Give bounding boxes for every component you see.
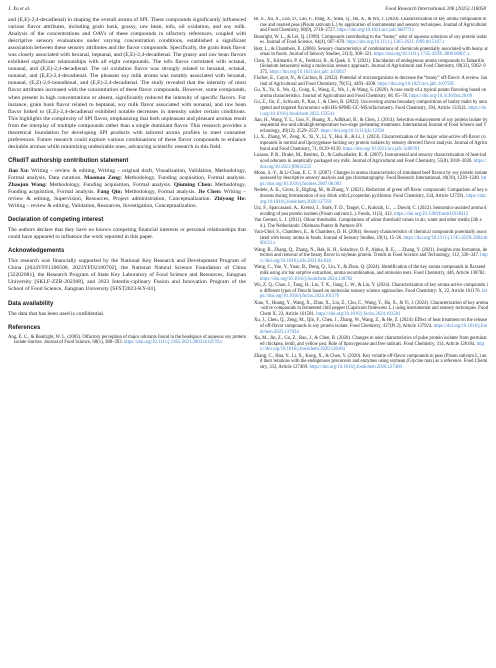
credit-author-name: Qiuming Chen: [173, 181, 213, 188]
reference-doi-link[interactable]: https://doi.org/10.1016/j.fochx.2024.101581 [316, 312, 401, 317]
reference-doi-link[interactable]: https://doi.org/10.1016/j.foodchem.2022.133541 [260, 105, 487, 117]
reference-item [254, 17, 488, 34]
acknowledgements-text: This research was financially supported by the National Key Research and Development Program of China [2024YFF1106500, 2023YFD2100702], the National Natural Science Foundation of China [32202081], the Research Program of State Key Laboratory of Food Science and Resources, Jiangnan University [SKLF-ZZB-202308], and 2023 Interdis-ciplinary Fusion and Innovation Program of the School of Food Science, Jiangnan University [SFST2023-KY-04]. [8, 258, 246, 293]
reference-item [254, 59, 488, 76]
reference-text: Li, X., Zhang, W., Zeng, X., Xi, Y., Li, Y., Hui, B., & Li, J. (2023). Characterization of the major odor-active off-flavor compounds in normal and lipoxygenase-lacking soy protein isolates by sensory directed flavor analysis. Journal of Agricultural and Food Chemistry, 71, 8129–8139. [254, 135, 488, 152]
reference-text: Boatright, W. L., & Lei, Q. (1999). Compounds contributing to the “beany” odor of aqueous solutions of soy protein isolates. Journal of Food Science, 64(4), 667–670. [254, 34, 487, 46]
reference-text: Gu, Z., Jin, Z., Schwarz, P., Rao, J., & Chen, B. (2022). Uncovering aroma boundary compositions of barley malts by untargeted and targeted flavoromics with HS-SPME-GC-MS/olfactometry. Food Chemistry, 394, Article 133541. [254, 100, 487, 111]
header-journal: Food Research International 206 (2025) 116058 [385, 6, 486, 12]
references-list-left [8, 335, 246, 346]
reference-doi-link[interactable]: https://doi.org/10.1111/j.1745-459X.2006.00067.x [373, 52, 470, 58]
reference-doi-link[interactable]: https://doi.org/10.1016/j.foodchem.2020.127591 [260, 194, 487, 205]
reference-item [254, 336, 488, 353]
reference-item [254, 35, 488, 46]
header-authors: J. Xu et al. [8, 6, 31, 12]
reference-text: Bi, S., Xu, X., Luo, D., Lao, F., Pang, X., Shen, Q., Hu, X., & Wu, J. (2020). Characterization of key aroma compounds in raw and roasted peas (Pisum sativum L.) by application of instrumental and sensory techniques. Journal of Agricultural and Food Chemistry, 68(9), 2718–2727. [254, 17, 487, 34]
reference-text: Gu, X., Yu, S., Wu, Q., Gong, S., Wang, Z., Wu, J., & Wang, S. (2020). A case study of a typical potato flavoring based on aroma characteristics. Journal of Agricultural and Food Chemistry, 68, 65–78. [254, 88, 487, 99]
reference-item [254, 47, 488, 58]
reference-item [254, 354, 488, 371]
reference-item [254, 135, 488, 152]
reference-doi-link[interactable]: https://doi.org/10.1021/acs.jafc.3c00761 [342, 146, 420, 152]
conclusion-paragraph: and (E,E)-2,4-decadienal) in shaping the overall aroma of SPI. These compounds significantly influenced various flavor attributes, including grain husk, grassy, raw bean, tofu, oil oxidation, and soy milk. Analysis of the concentrations and OAVs of these compounds in olfactory references, coupled with descriptive sensory evaluations under varying concentration conditions, established a significant association between these sensory attributes and the flavor compounds. Specifically, the grain husk flavor was closely associated with hexanal, heptanal, and (E,E)-2,4-decadienal. The grassy and raw bean flavors exhibited significant relationships with all eight compounds. The tofu flavor correlated with octanal, nonanal, and (E,E)-2,4-decadienal. The oil oxidation flavor was strongly related to hexanal, octanal, nonanal, and (E,E)-2,4-decadienal. The pleasant soy milk aroma was notably associated with hexanal, nonanal, (E,Z)-2,6-nonadienal, and (E,E)-2,4-decadienal. The study revealed that the intensity of most flavor attributes increased with the concentration of these flavor compounds. However, some compounds, when present in high concentrations or absent, significantly reduced the intensity of specific flavors. For instance, grain husk flavor related to heptanal, soy milk flavor associated with nonanal, and raw bean flavor linked to (E,E)-2,4-decadienal exhibited notable decreases in intensity under certain conditions. This highlights the complexity of SPI flavor, emphasizing that both unpleasant and pleasant aromas result from the interplay of multiple compounds rather than a single dominant flavor. This research provides a theoretical foundation for developing SPI products with tailored aroma profiles to meet consumer preferences. Future research could explore various combinations of these flavor compounds to enhance desirable aromas while minimizing undesirable ones, advancing scientific research in this field. [8, 17, 246, 150]
reference-item [254, 218, 488, 229]
reference-item [8, 335, 246, 346]
reference-doi-link[interactable]: https://doi.org/10.1021/jf0631225 [260, 158, 487, 170]
credit-author-name: Jiao Xu: [8, 167, 30, 174]
competing-interest-heading: Declaration of competing interest [8, 217, 104, 224]
reference-item [254, 265, 488, 282]
credit-author-roles: Methodology, Funding acquisition, Formal analysis. [121, 174, 246, 181]
reference-text: Nedele, A. K., Gross, S., Rigling, M., & Zhang, Y. (2021). Reduction of green off-flavor compounds: Comparison of key odorants during fermentation of soy drink with Lycoperdon pyriforme. Food Chemistry, 334, Article 127591. [254, 188, 488, 200]
credit-author-name: Zhaojun Wang: [8, 181, 47, 188]
reference-doi-link[interactable]: https://doi.org/10.1111/j.1365-2621.1999.tb15107.x [346, 40, 445, 46]
reference-text: Lozano, P. R., Drake, M., Benitez, D., & Cadwallader, K. R. (2007). Instrumental and sensory characterization of heat-induced odorants in aseptically packaged soy milk. Journal of Agricultural and Food Chemistry, 55(8), 3018–3026. [254, 153, 487, 164]
competing-interest-text: The authors declare that they have no known competing financial interests or personal relationships that could have appeared to influence the work reported in this paper. [8, 227, 246, 241]
reference-text: Xu, M., Jin, Z., Gu, Z., Rao, J., & Chen, B. (2020). Changes in odor characteristics of pulse protein isolates from germinated chickpea, lentil, and yellow pea: Role of lipoxygenase and free radicals. Food Chemistry, 314, Article 126184. [254, 335, 487, 347]
reference-item [254, 153, 488, 170]
reference-text: Jian, H., Wang, Y. L., Guo, F., Huang, X., Adhikari, B., & Chen, J. (2014). Selection enhancement of soy protein isolate by sequential low-and ultrahigh-temperature two-stage preheating treatments. International Journal of Food Science and Technology, 49(12), 2529–2537. [254, 117, 488, 135]
references-list-right [254, 17, 488, 371]
right-column [254, 17, 488, 664]
left-column [8, 17, 246, 664]
reference-text: Utz, F., Spaccasassi, A., Kreissl, J., Stark, T. D., Tanger, C., Kulozik, U., ... Dawid, C. (2022). Sensomics-assisted aroma decoding of pea protein isolates (Pisum sativum L.). Foods, 11(3), 412. [254, 206, 487, 217]
reference-doi-link[interactable]: https://doi.org/10.1021/acs.jafc.9b07711 [337, 28, 415, 34]
credit-statement [8, 168, 246, 210]
acknowledgements-heading: Acknowledgements [8, 248, 65, 255]
reference-item [254, 100, 488, 117]
reference-doi-link[interactable]: https://doi.org/10.1016/j.foodchem.2024.138782 [260, 276, 353, 282]
reference-doi-link[interactable]: https://doi.org/10.1021/acs.jafc.1c03027 [269, 69, 347, 75]
reference-text: Fischer, E., Cayot, N., & Cachon, R. (2022). Potential of microorganisms to decrease the “beany” off-flavor: A review. Journal of Agricultural and Food Chemistry, 70(15), 4493–4508. [254, 76, 488, 87]
reference-doi-link[interactable]: https://doi.org/10.1016/j.foodchem.2023.137924 [260, 323, 488, 335]
reference-text: Xiao, Y., Huang, Y., Wang, X., Zhao, X., Liu, Z., Chu, C., Wang, Y., Hu, X., & Yi, J. (2024). Characterization of key aroma-active compounds in fermented chili pepper (Capsicum frutescens L.) using instrumental and sensory techniques. Food Chem X, 23, Article 101581. [254, 300, 488, 317]
reference-doi-link[interactable]: https://doi.org/10.1016/j.foodchem.2020.126184 [260, 341, 485, 353]
credit-author-roles: Methodology, Funding acquisition, Formal analysis. [8, 181, 246, 196]
references-heading: References [8, 324, 41, 331]
data-availability-heading: Data availability [8, 300, 54, 307]
credit-author-name: Maomao Zeng: [84, 174, 122, 181]
reference-doi-link[interactable]: https://doi.org/10.1016/j.fochx.2024.101176 [260, 288, 488, 300]
credit-author-roles: Methodology, Funding acquisition, Formal analysis. [46, 181, 172, 188]
reference-item [254, 206, 488, 217]
reference-item [254, 230, 488, 247]
credit-author-name: Fang Qin: [97, 189, 123, 196]
credit-heading: CRediT authorship contribution statement [8, 157, 129, 164]
reference-item [254, 248, 488, 265]
reference-doi-link[interactable]: https://doi.org/10.3390/foods11030412 [394, 211, 469, 217]
reference-doi-link[interactable]: https://doi.org/10.1016/j.tifs.2021.04.018 [260, 253, 488, 265]
reference-text: Van Gemert, L. J. (2011). Odour thresholds. Compilations of odour threshold values in air, water and other media (2th ed.). The Netherlands: Oliemans Punter & Partners BV. [254, 218, 482, 229]
reference-item [254, 88, 488, 99]
reference-item [254, 283, 488, 300]
reference-text: Zhang, C., Hua, Y., Li, X., Kong, X., & Chen, Y. (2020). Key volatile off-flavor compounds in peas (Pisum sativum L.) and their relations with the endogenous precursors and enzymes using soybean (Glycine max) as a reference. Food Chemistry, 333, Article 127469. [254, 353, 488, 370]
reference-item [254, 171, 488, 188]
credit-author-roles: Writing – review & editing, Writing – original draft, Visualization, Validation, Methodology, Formal analysis, Data curation. [8, 167, 246, 181]
running-header [8, 3, 486, 15]
reference-text: Xu, J., Chen, Q., Zeng, M., Qin, F., Chen, J., Zhang, W., Wang, Z., & He, Z. (2024). Effect of heat treatment on the release of off-flavor compounds in soy protein isolate. Food Chemistry, 437(Pt 2), Article 137924. [254, 318, 488, 329]
credit-author-name: Zhiyong He: [214, 196, 246, 203]
reference-doi-link[interactable]: https://doi.org/10.1016/j.foodchem.2020.127469 [309, 364, 402, 370]
reference-text: Vara-Ubol, S., Chambers, E., & Chambers, D. H. (2004). Sensory characteristics of chemical compounds potentially associated with beany aroma in foods. Journal of Sensory Studies, 19(1), 15–26. [254, 229, 487, 241]
reference-item [254, 188, 488, 205]
reference-item [254, 301, 488, 318]
credit-author-roles: Writing – review & editing, Supervision, Resources, Project administration, Conceptualization. [8, 189, 246, 203]
reference-text: Bott, L., & Chambers, E. (2006). Sensory characteristics of combinations of chemicals potentially associated with beany aromas in foods. Journal of Sensory Studies, 21(3), 308–321. [254, 46, 488, 58]
credit-author-roles: Methodology, Formal analysis. [122, 189, 196, 196]
credit-author-roles: Writing – review & editing, Validation, Resources, Investigation, Conceptualization. [8, 203, 198, 210]
reference-doi-link[interactable]: https://doi.org/10.1111/j.1365-2621.2003.tb14170.x [124, 340, 223, 346]
reference-text: Wu, Z. Q., Chao, J., Tang, H., Liu, T. X., Jiang, L. W., & Liu, Y. (2024). Characterization of key aroma-active compounds in different types of Douchi based on molecular sensory science approaches. Food Chemistry: X, 22, Article 101176. [254, 282, 488, 294]
reference-text: Wang, C., Yue, Y., Yuan, B., Deng, Q., Liu, Y., & Zhou, Q. (2024). Identification of the key aroma compounds in flaxseed milk using stir bar sorptive extraction, aroma recombination, and omission tests. Food Chemistry, 446, Article 138782. [254, 265, 486, 276]
data-availability-text: The data that has been used is confidential. [8, 310, 105, 317]
reference-item [254, 118, 488, 135]
reference-item [254, 76, 488, 87]
reference-item [254, 318, 488, 335]
reference-text: Chen, X., Kilmartin, P. A., Fedrizzi, B., & Quek, S. Y. (2021). Elucidation of endogenous aroma compounds in Tamarillo (Solanum betaceum) using a molecular sensory approach. Journal of Agricultural and Food Chemistry, 69(32), 9362–9375. [254, 58, 486, 75]
reference-doi-link[interactable]: https://doi.org/10.1111/j.1745-459X.2004.tb00133.x [260, 235, 488, 247]
reference-text: Moon, S.-Y., & Li-Chan, E. C. Y. (2007). Changes in aroma characteristics of simulated beef flavour by soy protein isolate assessed by descriptive sensory analysis and gas chromatography. Food Research International, 40(10), 1239–1248. [254, 170, 488, 182]
reference-doi-link[interactable]: https://doi.org/10.1016/j.foodres.2007.08.003 [260, 176, 487, 188]
reference-text: Ang, E. C., & Boatright, W. L. (2003). Olfactory perception of major odorants found in the headspace of aqueous soy protein isolate slurries. Journal of Food Science, 68(1), 388–393. [8, 334, 246, 346]
reference-doi-link[interactable]: https://doi.org/10.1021/acs.jafc.1c07505 [377, 81, 455, 87]
reference-doi-link[interactable]: https://doi.org/10.1111/ijfs.12594 [320, 129, 385, 135]
credit-author-name: Jie Chen: [198, 189, 222, 196]
reference-doi-link[interactable]: https://doi.org/10.3136/fstr.26.69 [409, 93, 473, 99]
reference-text: Wang, B., Zhang, Q., Zhang, N., Bak, K. H., Soladoye, O. P., Aluko, R. E., ... Zhang, Y. (2021). Insights into formation, detection and removal of the beany flavor in soybean protein. Trends in Food Science and Technology, 112, 336–347. [254, 247, 488, 259]
